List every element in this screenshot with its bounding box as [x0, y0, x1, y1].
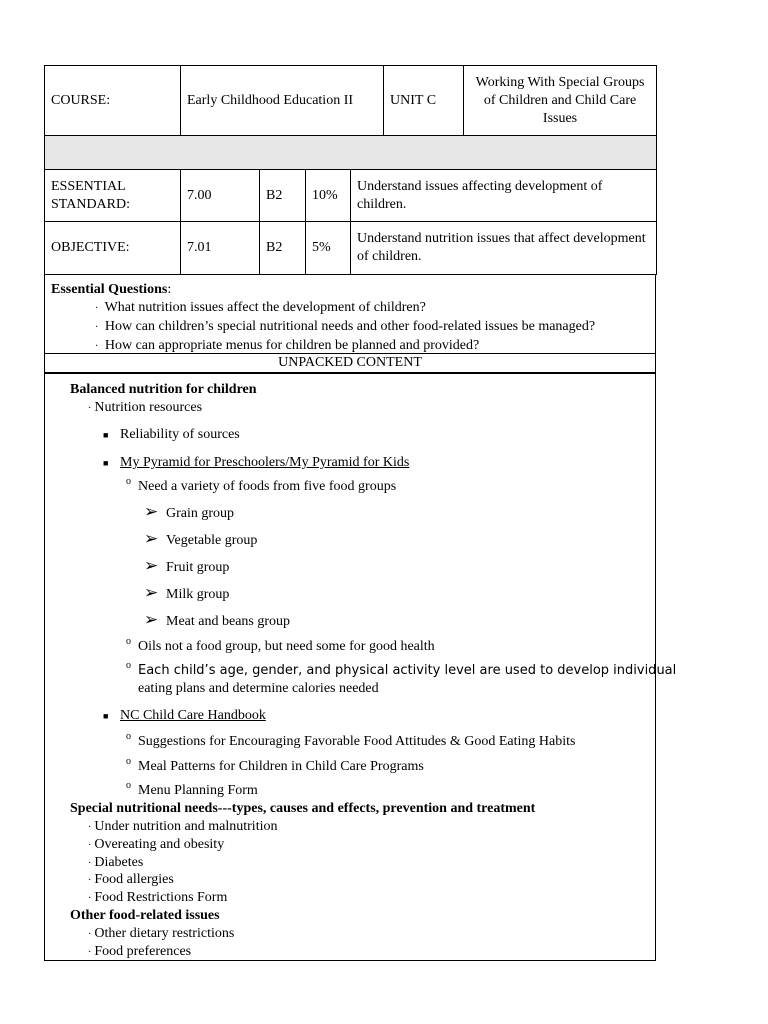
list-item-continuation: eating plans and determine calories needed [138, 681, 379, 696]
list-item: o Each child’s age, gender, and physical activity level are used to develop individual [138, 662, 676, 680]
question-item: · How can children’s special nutritional needs and other food-related issues be managed? [95, 319, 596, 334]
question-item: · How can appropriate menus for children be planned and provided? [95, 338, 480, 353]
question-item: · What nutrition issues affect the development of children? [95, 300, 426, 315]
list-item: ■ My Pyramid for Preschoolers/My Pyramid for Kids [103, 455, 410, 470]
bullet-dot: · [88, 893, 92, 904]
bullet-dot: · [88, 403, 92, 414]
header-table [44, 65, 657, 275]
objective-label: OBJECTIVE: [45, 222, 181, 275]
arrow-bullet-icon: ➢ [144, 529, 159, 548]
list-item: · Nutrition resources [88, 400, 203, 415]
other-issues-heading: Other food-related issues [70, 908, 220, 923]
food-group-item: ➢ Grain group [144, 502, 235, 521]
essential-standard-number: 7.00 [181, 170, 260, 222]
bullet-dot: · [95, 303, 99, 314]
unpacked-content-box [44, 374, 677, 961]
circle-bullet-icon: o [126, 756, 131, 767]
list-item: · Food allergies [88, 872, 174, 887]
food-group-item: ➢ Vegetable group [144, 529, 258, 548]
bullet-dot: · [88, 822, 92, 833]
bullet-dot: · [95, 341, 99, 352]
list-item: · Under nutrition and malnutrition [88, 819, 278, 834]
square-bullet-icon: ■ [103, 430, 109, 440]
bullet-dot: · [88, 929, 92, 940]
list-item: · Overeating and obesity [88, 837, 225, 852]
gray-spacer-row [45, 136, 657, 170]
list-item: · Other dietary restrictions [88, 926, 235, 941]
essential-standard-level: B2 [260, 170, 306, 222]
bullet-dot: · [88, 840, 92, 851]
circle-bullet-icon: o [126, 780, 131, 791]
special-needs-heading: Special nutritional needs---types, causes and effects, prevention and treatment [70, 801, 536, 816]
arrow-bullet-icon: ➢ [144, 583, 159, 602]
essential-questions-colon: : [167, 282, 172, 297]
food-group-item: ➢ Fruit group [144, 556, 230, 575]
list-item: ■ NC Child Care Handbook [103, 708, 266, 723]
list-item: · Food Restrictions Form [88, 890, 228, 905]
list-item: o Meal Patterns for Children in Child Care Programs [138, 758, 424, 776]
objective-level: B2 [260, 222, 306, 275]
circle-bullet-icon: o [126, 660, 131, 671]
list-item: ■ Reliability of sources [103, 427, 240, 442]
list-item: o Suggestions for Encouraging Favorable Food Attitudes & Good Eating Habits [138, 733, 575, 751]
objective-percent: 5% [306, 222, 351, 275]
circle-bullet-icon: o [126, 636, 131, 647]
arrow-bullet-icon: ➢ [144, 502, 159, 521]
essential-questions-box [44, 275, 656, 354]
essential-questions-title: Essential Questions [51, 282, 168, 297]
unit-title: Working With Special Groups of Children and Child Care Issues [464, 66, 657, 136]
list-item: o Need a variety of foods from five food groups [138, 478, 396, 496]
course-label: COURSE: [45, 66, 181, 136]
food-group-item: ➢ Milk group [144, 583, 230, 602]
arrow-bullet-icon: ➢ [144, 556, 159, 575]
objective-description: Understand nutrition issues that affect development of children. [351, 222, 657, 275]
circle-bullet-icon: o [126, 731, 131, 742]
square-bullet-icon: ■ [103, 458, 109, 468]
list-item: · Diabetes [88, 855, 144, 870]
list-item: o Oils not a food group, but need some for good health [138, 638, 435, 656]
essential-standard-percent: 10% [306, 170, 351, 222]
bullet-dot: · [88, 875, 92, 886]
essential-standard-description: Understand issues affecting development of children. [351, 170, 657, 222]
objective-number: 7.01 [181, 222, 260, 275]
standards-document [44, 65, 677, 961]
list-item: · Food preferences [88, 944, 192, 959]
circle-bullet-icon: o [126, 476, 131, 487]
essential-standard-label: ESSENTIAL STANDARD: [45, 170, 181, 222]
bullet-dot: · [95, 322, 99, 333]
list-item: o Menu Planning Form [138, 782, 258, 800]
unit-label: UNIT C [384, 66, 464, 136]
arrow-bullet-icon: ➢ [144, 610, 159, 629]
square-bullet-icon: ■ [103, 711, 109, 721]
food-group-item: ➢ Meat and beans group [144, 610, 291, 629]
course-value: Early Childhood Education II [181, 66, 384, 136]
bullet-dot: · [88, 947, 92, 958]
bullet-dot: · [88, 858, 92, 869]
unpacked-content-title: UNPACKED CONTENT [44, 354, 656, 374]
balanced-nutrition-heading: Balanced nutrition for children [70, 382, 257, 397]
